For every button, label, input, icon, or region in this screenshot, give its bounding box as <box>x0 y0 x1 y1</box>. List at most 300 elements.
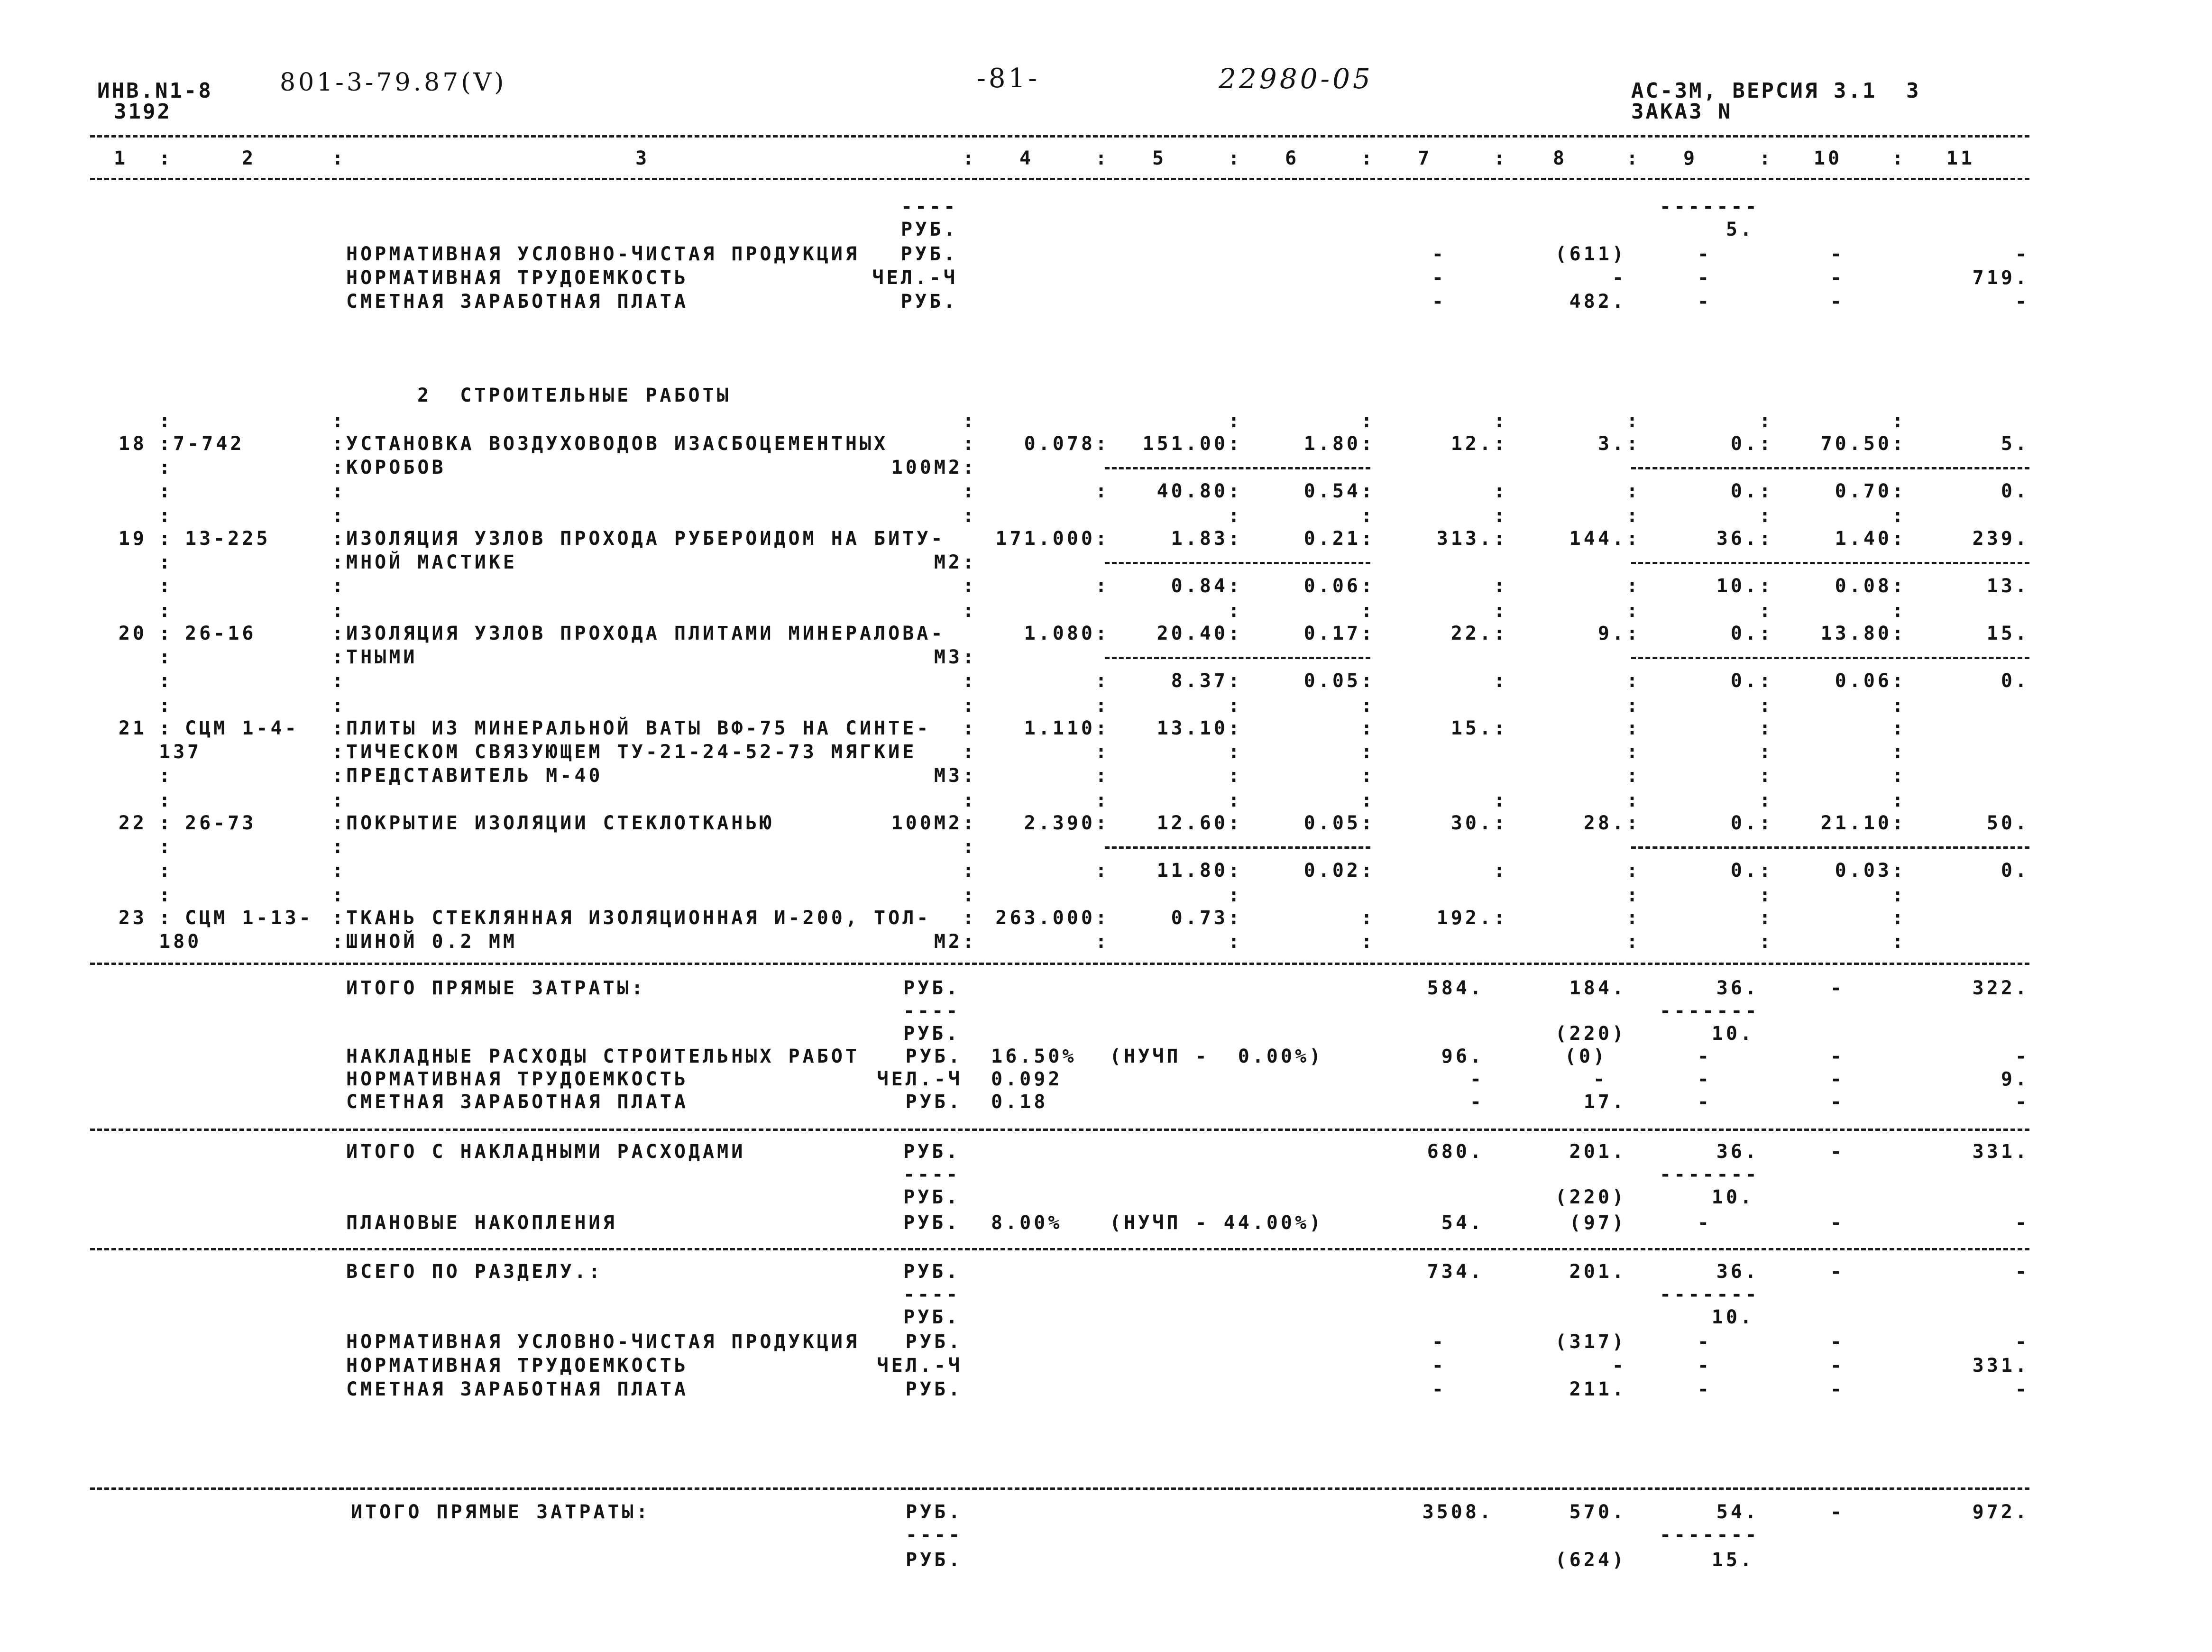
value-cell: 8.37 <box>1171 670 1228 692</box>
value-cell: - <box>2015 1261 2029 1283</box>
column-separator: : <box>1892 884 1907 906</box>
column-separator: : <box>332 812 347 834</box>
column-separator: : <box>332 789 347 811</box>
column-separator: : <box>963 907 977 929</box>
value-cell: 3. <box>1597 433 1626 455</box>
column-separator: : <box>1892 695 1907 716</box>
column-separator: : <box>1095 741 1110 763</box>
value-cell: 1.80 <box>1303 433 1361 455</box>
column-separator: : <box>1759 575 1774 597</box>
unit-underline: ---- <box>906 1524 963 1546</box>
row-description: ТКАНЬ СТЕКЛЯННАЯ ИЗОЛЯЦИОННАЯ И-200, ТОЛ- <box>346 907 931 929</box>
divider <box>1631 562 2029 564</box>
divider <box>1631 846 2029 849</box>
column-separator: : <box>159 505 174 527</box>
column-separator: : <box>1228 505 1243 527</box>
row-unit: М2 <box>934 551 963 573</box>
column-separator: : <box>1228 147 1243 169</box>
column-separator: : <box>1626 623 1641 644</box>
column-separator: : <box>1494 860 1508 881</box>
divider <box>90 1129 2029 1131</box>
column-separator: : <box>1626 717 1641 739</box>
column-separator: : <box>963 410 977 432</box>
column-separator: : <box>1759 410 1774 432</box>
value-cell: - <box>1469 1068 1484 1090</box>
column-separator: : <box>332 457 347 478</box>
column-separator: : <box>1759 695 1774 716</box>
summary-label: ИТОГО ПРЯМЫЕ ЗАТРАТЫ: <box>351 1501 651 1523</box>
column-separator: : <box>332 600 347 622</box>
unit-label: РУБ. <box>901 219 958 240</box>
line-label: НОРМАТИВНАЯ УСЛОВНО-ЧИСТАЯ ПРОДУКЦИЯ <box>346 1331 860 1353</box>
line-unit: РУБ. <box>903 977 961 999</box>
value-cell: 0.73 <box>1171 907 1228 929</box>
column-separator: : <box>1095 765 1110 787</box>
value-cell: - <box>1697 267 1712 289</box>
value-cell: 36. <box>1716 528 1759 550</box>
row-number: 22 <box>118 812 147 834</box>
inventory-number: ИНВ.N1-8 <box>97 79 213 103</box>
column-separator: : <box>332 765 347 787</box>
row-description: ПОКРЫТИЕ ИЗОЛЯЦИИ СТЕКЛОТКАНЬЮ <box>346 812 774 834</box>
column-separator: : <box>1494 812 1508 834</box>
value-cell: 3508. <box>1422 1501 1494 1523</box>
column-separator: : <box>332 646 347 668</box>
column-separator: : <box>1228 931 1243 953</box>
row-code: СЦМ 1-4- <box>185 717 299 739</box>
value-cell: 11.80 <box>1156 860 1228 881</box>
column-separator: : <box>332 528 347 550</box>
value-cell: 15. <box>1986 623 2029 644</box>
line-unit: РУБ. <box>905 1378 963 1400</box>
column-separator: : <box>332 836 347 858</box>
value-cell: 680. <box>1427 1141 1484 1163</box>
value-cell: 211. <box>1569 1378 1626 1400</box>
value-cell: - <box>1697 1212 1712 1234</box>
value-cell: - <box>1830 977 1845 999</box>
column-separator: : <box>159 623 174 644</box>
column-separator: : <box>1228 860 1243 881</box>
line-label: НАКЛАДНЫЕ РАСХОДЫ СТРОИТЕЛЬНЫХ РАБОТ <box>346 1046 860 1067</box>
rate-value: 0.092 <box>991 1068 1063 1090</box>
value-cell: 5. <box>1726 219 1754 240</box>
column-separator: : <box>1228 600 1243 622</box>
value-cell: 30. <box>1450 812 1494 834</box>
column-separator: : <box>159 433 174 455</box>
quantity-cell: 0.078 <box>1024 433 1095 455</box>
column-separator: : <box>1361 623 1376 644</box>
value-cell: 0. <box>1730 812 1759 834</box>
rate-note: (НУЧП - 0.00%) <box>1110 1046 1324 1067</box>
value-cell: - <box>1830 1212 1845 1234</box>
value-cell: 36. <box>1716 1141 1759 1163</box>
program-version: АС-3М, ВЕРСИЯ 3.1 <box>1631 79 1877 103</box>
value-cell: 15. <box>1450 717 1494 739</box>
divider <box>1105 846 1370 849</box>
column-separator: : <box>1892 812 1907 834</box>
column-separator: : <box>1892 717 1907 739</box>
value-cell: 584. <box>1427 977 1484 999</box>
column-header: 3 <box>635 147 650 169</box>
value-cell: 0.08 <box>1835 575 1892 597</box>
value-cell: 0. <box>2001 860 2029 881</box>
value-cell: 331. <box>1972 1355 2029 1377</box>
value-cell: 10. <box>1711 1186 1754 1208</box>
row-code: 7-742 <box>173 433 245 455</box>
row-description: ПРЕДСТАВИТЕЛЬ М-40 <box>346 765 603 787</box>
value-cell: 15. <box>1711 1549 1754 1571</box>
column-separator: : <box>1228 884 1243 906</box>
column-separator: : <box>1228 741 1243 763</box>
column-separator: : <box>963 670 977 692</box>
value-cell: 12. <box>1450 433 1494 455</box>
row-code: 26-16 <box>185 623 257 644</box>
column-separator: : <box>1759 623 1774 644</box>
column-separator: : <box>1361 480 1376 502</box>
column-separator: : <box>1892 410 1907 432</box>
column-separator: : <box>159 480 174 502</box>
column-separator: : <box>963 600 977 622</box>
line-unit: РУБ. <box>903 1141 961 1163</box>
column-separator: : <box>159 836 174 858</box>
column-separator: : <box>1626 147 1641 169</box>
document-code: 801-3-79.87(V) <box>280 68 507 97</box>
row-number: 23 <box>118 907 147 929</box>
column-separator: : <box>1095 907 1110 929</box>
column-separator: : <box>332 907 347 929</box>
value-cell: - <box>2015 1378 2029 1400</box>
value-cell: 0.02 <box>1303 860 1361 881</box>
column-separator: : <box>1361 812 1376 834</box>
value-cell: 0.03 <box>1835 860 1892 881</box>
column-separator: : <box>1095 147 1110 169</box>
value-cell: 9. <box>1597 623 1626 644</box>
column-separator: : <box>332 884 347 906</box>
column-header: 5 <box>1152 147 1167 169</box>
value-cell: 192. <box>1436 907 1494 929</box>
column-separator: : <box>963 789 977 811</box>
line-unit: РУБ. <box>900 243 958 265</box>
value-cell: 10. <box>1711 1023 1754 1045</box>
column-separator: : <box>332 575 347 597</box>
dash-underline: ------- <box>1660 1524 1760 1546</box>
column-separator: : <box>1361 695 1376 716</box>
column-separator: : <box>963 860 977 881</box>
value-cell: (317) <box>1555 1331 1626 1353</box>
divider <box>1631 657 2029 659</box>
column-separator: : <box>1892 741 1907 763</box>
column-separator: : <box>1494 623 1508 644</box>
column-separator: : <box>963 457 977 478</box>
column-separator: : <box>159 575 174 597</box>
value-cell: 239. <box>1972 528 2029 550</box>
column-separator: : <box>1095 528 1110 550</box>
value-cell: (220) <box>1555 1186 1626 1208</box>
column-separator: : <box>1626 812 1641 834</box>
value-cell: 151.00 <box>1142 433 1228 455</box>
value-cell: 12.60 <box>1156 812 1228 834</box>
value-cell: 36. <box>1716 1261 1759 1283</box>
unit-underline: ---- <box>903 1000 961 1022</box>
column-separator: : <box>159 600 174 622</box>
value-cell: 0.21 <box>1303 528 1361 550</box>
value-cell: 22. <box>1450 623 1494 644</box>
line-unit: РУБ. <box>903 1023 961 1045</box>
row-unit: М2 <box>934 931 963 953</box>
row-description: ТИЧЕСКОМ СВЯЗУЮЩЕМ ТУ-21-24-52-73 МЯГКИЕ <box>346 741 917 763</box>
dash-underline: ------- <box>1660 1284 1760 1305</box>
value-cell: 0. <box>2001 670 2029 692</box>
column-separator: : <box>332 931 347 953</box>
row-description: ИЗОЛЯЦИЯ УЗЛОВ ПРОХОДА РУБЕРОИДОМ НА БИТУ- <box>346 528 945 550</box>
column-separator: : <box>1361 717 1376 739</box>
column-header: 10 <box>1813 147 1843 169</box>
column-separator: : <box>1759 600 1774 622</box>
value-cell: 13. <box>1986 575 2029 597</box>
column-separator: : <box>1494 505 1508 527</box>
column-header: 7 <box>1417 147 1432 169</box>
value-cell: - <box>1432 1378 1446 1400</box>
value-cell: - <box>1697 1091 1712 1113</box>
row-unit: 100М2 <box>891 812 963 834</box>
column-separator: : <box>332 695 347 716</box>
value-cell: 10. <box>1711 1306 1754 1328</box>
column-separator: : <box>1494 789 1508 811</box>
column-separator: : <box>332 623 347 644</box>
column-separator: : <box>1892 575 1907 597</box>
value-cell: 36. <box>1716 977 1759 999</box>
column-separator: : <box>1228 812 1243 834</box>
column-separator: : <box>1626 765 1641 787</box>
value-cell: 0.84 <box>1171 575 1228 597</box>
column-separator: : <box>1892 505 1907 527</box>
column-separator: : <box>1361 741 1376 763</box>
column-separator: : <box>1095 623 1110 644</box>
column-separator: : <box>332 717 347 739</box>
rate-note: (НУЧП - 44.00%) <box>1110 1212 1324 1234</box>
value-cell: - <box>1830 291 1845 312</box>
column-separator: : <box>1892 480 1907 502</box>
column-separator: : <box>159 765 174 787</box>
column-separator: : <box>332 670 347 692</box>
column-separator: : <box>1228 789 1243 811</box>
column-separator: : <box>1228 433 1243 455</box>
value-cell: - <box>1432 1355 1446 1377</box>
row-number: 21 <box>118 717 147 739</box>
value-cell: 28. <box>1583 812 1626 834</box>
value-cell: 0. <box>1730 670 1759 692</box>
value-cell: - <box>1830 267 1845 289</box>
value-cell: 50. <box>1986 812 2029 834</box>
line-label: СМЕТНАЯ ЗАРАБОТНАЯ ПЛАТА <box>346 1378 688 1400</box>
value-cell: - <box>2015 1212 2029 1234</box>
column-separator: : <box>1892 670 1907 692</box>
section-title: 2 СТРОИТЕЛЬНЫЕ РАБОТЫ <box>417 385 731 406</box>
column-separator: : <box>963 765 977 787</box>
column-separator: : <box>963 836 977 858</box>
line-unit: РУБ. <box>900 291 958 312</box>
value-cell: - <box>2015 1046 2029 1067</box>
line-label: ПЛАНОВЫЕ НАКОПЛЕНИЯ <box>346 1212 617 1234</box>
value-cell: - <box>2015 243 2029 265</box>
column-separator: : <box>1095 695 1110 716</box>
value-cell: 0. <box>1730 860 1759 881</box>
column-separator: : <box>1095 931 1110 953</box>
column-separator: : <box>1626 670 1641 692</box>
column-separator: : <box>1626 505 1641 527</box>
column-separator: : <box>963 812 977 834</box>
value-cell: 0. <box>2001 480 2029 502</box>
value-cell: 17. <box>1583 1091 1626 1113</box>
column-separator: : <box>963 741 977 763</box>
line-unit: РУБ. <box>903 1306 961 1328</box>
divider <box>90 135 2029 138</box>
rate-value: 8.00% <box>991 1212 1063 1234</box>
column-separator: : <box>963 931 977 953</box>
column-separator: : <box>1626 884 1641 906</box>
unit-underline: ---- <box>903 1164 961 1185</box>
value-cell: 13.10 <box>1156 717 1228 739</box>
value-cell: 54. <box>1716 1501 1759 1523</box>
column-separator: : <box>1361 433 1376 455</box>
row-unit: М3 <box>934 646 963 668</box>
value-cell: - <box>1830 1501 1845 1523</box>
column-header: 9 <box>1683 147 1698 169</box>
column-separator: : <box>332 741 347 763</box>
column-separator: : <box>332 505 347 527</box>
column-separator: : <box>1759 528 1774 550</box>
column-separator: : <box>1892 433 1907 455</box>
column-separator: : <box>963 505 977 527</box>
value-cell: - <box>1612 1355 1626 1377</box>
row-description: ИЗОЛЯЦИЯ УЗЛОВ ПРОХОДА ПЛИТАМИ МИНЕРАЛОВА- <box>346 623 945 644</box>
value-cell: 0. <box>1730 433 1759 455</box>
column-separator: : <box>1494 600 1508 622</box>
value-cell: (0) <box>1564 1046 1607 1067</box>
page-number: -81- <box>977 63 1040 94</box>
column-separator: : <box>1095 860 1110 881</box>
column-separator: : <box>1759 717 1774 739</box>
line-unit: РУБ. <box>903 1261 961 1283</box>
rate-value: 0.18 <box>991 1091 1048 1113</box>
column-separator: : <box>159 884 174 906</box>
column-separator: : <box>1759 670 1774 692</box>
value-cell: - <box>1830 1261 1845 1283</box>
value-cell: - <box>1830 1091 1845 1113</box>
value-cell: - <box>1830 243 1845 265</box>
value-cell: 734. <box>1427 1261 1484 1283</box>
column-separator: : <box>1228 765 1243 787</box>
column-separator: : <box>1494 575 1508 597</box>
value-cell: 331. <box>1972 1141 2029 1163</box>
column-separator: : <box>1361 410 1376 432</box>
value-cell: 10. <box>1716 575 1759 597</box>
column-separator: : <box>1228 623 1243 644</box>
value-cell: 313. <box>1436 528 1494 550</box>
quantity-cell: 2.390 <box>1024 812 1095 834</box>
line-label: НОРМАТИВНАЯ ТРУДОЕМКОСТЬ <box>346 1068 688 1090</box>
column-separator: : <box>159 812 174 834</box>
column-separator: : <box>1892 907 1907 929</box>
row-description: УСТАНОВКА ВОЗДУХОВОДОВ ИЗАСБОЦЕМЕНТНЫХ <box>346 433 889 455</box>
divider <box>1631 467 2029 469</box>
column-separator: : <box>1095 789 1110 811</box>
column-separator: : <box>1626 600 1641 622</box>
line-unit: РУБ. <box>903 1212 961 1234</box>
value-cell: - <box>2015 291 2029 312</box>
column-separator: : <box>1892 860 1907 881</box>
column-separator: : <box>1759 480 1774 502</box>
column-header: 8 <box>1552 147 1568 169</box>
column-separator: : <box>1228 410 1243 432</box>
column-separator: : <box>1228 480 1243 502</box>
column-separator: : <box>159 410 174 432</box>
value-cell: 54. <box>1441 1212 1484 1234</box>
row-description: ШИНОЙ 0.2 ММ <box>346 931 517 953</box>
column-separator: : <box>1361 765 1376 787</box>
column-separator: : <box>332 147 347 169</box>
row-description: МНОЙ МАСТИКЕ <box>346 551 517 573</box>
divider <box>90 1487 2029 1490</box>
column-separator: : <box>1892 528 1907 550</box>
row-number: 18 <box>118 433 147 455</box>
row-number: 19 <box>118 528 147 550</box>
column-separator: : <box>332 433 347 455</box>
value-cell: 0. <box>1730 480 1759 502</box>
dash-underline: ------- <box>1660 1000 1760 1022</box>
dash-underline: ------- <box>1660 196 1760 218</box>
column-separator: : <box>1494 670 1508 692</box>
row-code: 13-225 <box>185 528 271 550</box>
value-cell: (97) <box>1569 1212 1626 1234</box>
line-label: НОРМАТИВНАЯ ТРУДОЕМКОСТЬ <box>346 1355 688 1377</box>
quantity-cell: 171.000 <box>995 528 1095 550</box>
row-unit: М3 <box>934 765 963 787</box>
value-cell: 972. <box>1972 1501 2029 1523</box>
value-cell: 1.40 <box>1835 528 1892 550</box>
column-separator: : <box>1228 528 1243 550</box>
value-cell: - <box>1830 1141 1845 1163</box>
value-cell: 0.06 <box>1835 670 1892 692</box>
column-separator: : <box>159 907 174 929</box>
divider <box>1105 657 1370 659</box>
column-separator: : <box>1494 907 1508 929</box>
summary-label: ВСЕГО ПО РАЗДЕЛУ.: <box>346 1261 603 1283</box>
row-description: ТНЫМИ <box>346 646 418 668</box>
column-separator: : <box>1626 575 1641 597</box>
value-cell: - <box>1697 1046 1712 1067</box>
row-description: КОРОБОВ <box>346 457 446 478</box>
column-separator: : <box>963 575 977 597</box>
line-unit: РУБ. <box>906 1501 963 1523</box>
column-separator: : <box>1361 907 1376 929</box>
value-cell: 144. <box>1569 528 1626 550</box>
column-separator: : <box>1626 528 1641 550</box>
column-separator: : <box>1626 695 1641 716</box>
value-cell: - <box>1469 1091 1484 1113</box>
column-separator: : <box>1759 147 1774 169</box>
column-separator: : <box>1361 860 1376 881</box>
value-cell: - <box>1432 243 1446 265</box>
column-separator: : <box>159 147 174 169</box>
row-code: 26-73 <box>185 812 257 834</box>
quantity-cell: 263.000 <box>995 907 1095 929</box>
row-unit: 100М2 <box>891 457 963 478</box>
value-cell: 0.06 <box>1303 575 1361 597</box>
value-cell: 201. <box>1569 1141 1626 1163</box>
column-separator: : <box>332 551 347 573</box>
column-separator: : <box>1095 480 1110 502</box>
